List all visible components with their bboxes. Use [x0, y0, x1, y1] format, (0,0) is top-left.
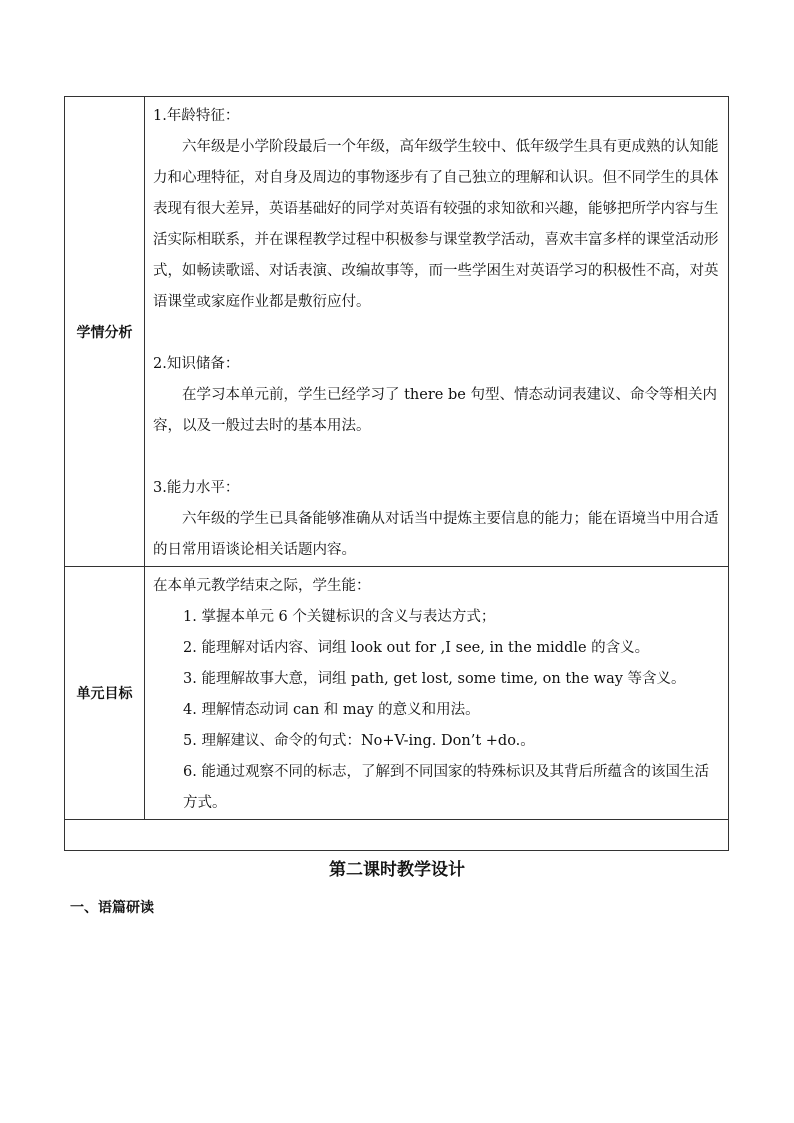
goals-content	[145, 567, 729, 820]
section-heading: 一、语篇研读	[70, 900, 154, 916]
empty-row	[65, 820, 729, 851]
goals-intro: 在本单元教学结束之际，学生能：	[153, 578, 371, 594]
goals-label: 单元目标	[65, 567, 145, 820]
analysis-content	[145, 97, 729, 567]
goals-row	[65, 567, 729, 820]
analysis-row	[65, 97, 729, 567]
goal-item: 5. 理解建议、命令的句式：No+V-ing. Don’t +do.。	[183, 733, 535, 749]
goal-item: 3. 能理解故事大意，词组 path, get lost, some time, on the way 等含义。	[183, 671, 686, 687]
age-heading: 1.年龄特征：	[153, 108, 240, 124]
analysis-label: 学情分析	[65, 97, 145, 567]
ability-heading: 3.能力水平：	[153, 480, 240, 496]
age-paragraph: 六年级是小学阶段最后一个年级，高年级学生较中、低年级学生具有更成熟的认知能力和心理特征，对自身及周边的事物逐步有了自己独立的理解和认识。但不同学生的具体表现有很大差异，英语基础好的同学对英语有较强的求知欲和兴趣，能够把所学内容与生活实际相联系，并在课程教学过程中积极参与课堂教学活动，喜欢丰富多样的课堂活动形式，如畅读歌谣、对话表演、改编故事等，而一些学困生对英语学习的积极性不高，对英语课堂或家庭作业都是敷衍应付。	[153, 139, 719, 310]
empty-cell	[65, 820, 729, 851]
goal-item: 4. 理解情态动词 can 和 may 的意义和用法。	[183, 702, 480, 718]
lesson-plan-table	[64, 96, 729, 851]
ability-paragraph: 六年级的学生已具备能够准确从对话当中提炼主要信息的能力；能在语境当中用合适的日常用语谈论相关话题内容。	[153, 511, 719, 558]
page-title: 第二课时教学设计	[329, 860, 465, 880]
knowledge-heading: 2.知识储备：	[153, 356, 240, 372]
goal-item: 6. 能通过观察不同的标志，了解到不同国家的特殊标识及其背后所蕴含的该国生活方式。	[183, 764, 709, 811]
knowledge-paragraph: 在学习本单元前，学生已经学习了 there be 句型、情态动词表建议、命令等相关内容，以及一般过去时的基本用法。	[153, 387, 717, 434]
goal-item: 2. 能理解对话内容、词组 look out for ,I see, in the middle 的含义。	[183, 640, 650, 656]
goal-item: 1. 掌握本单元 6 个关键标识的含义与表达方式；	[183, 609, 496, 625]
